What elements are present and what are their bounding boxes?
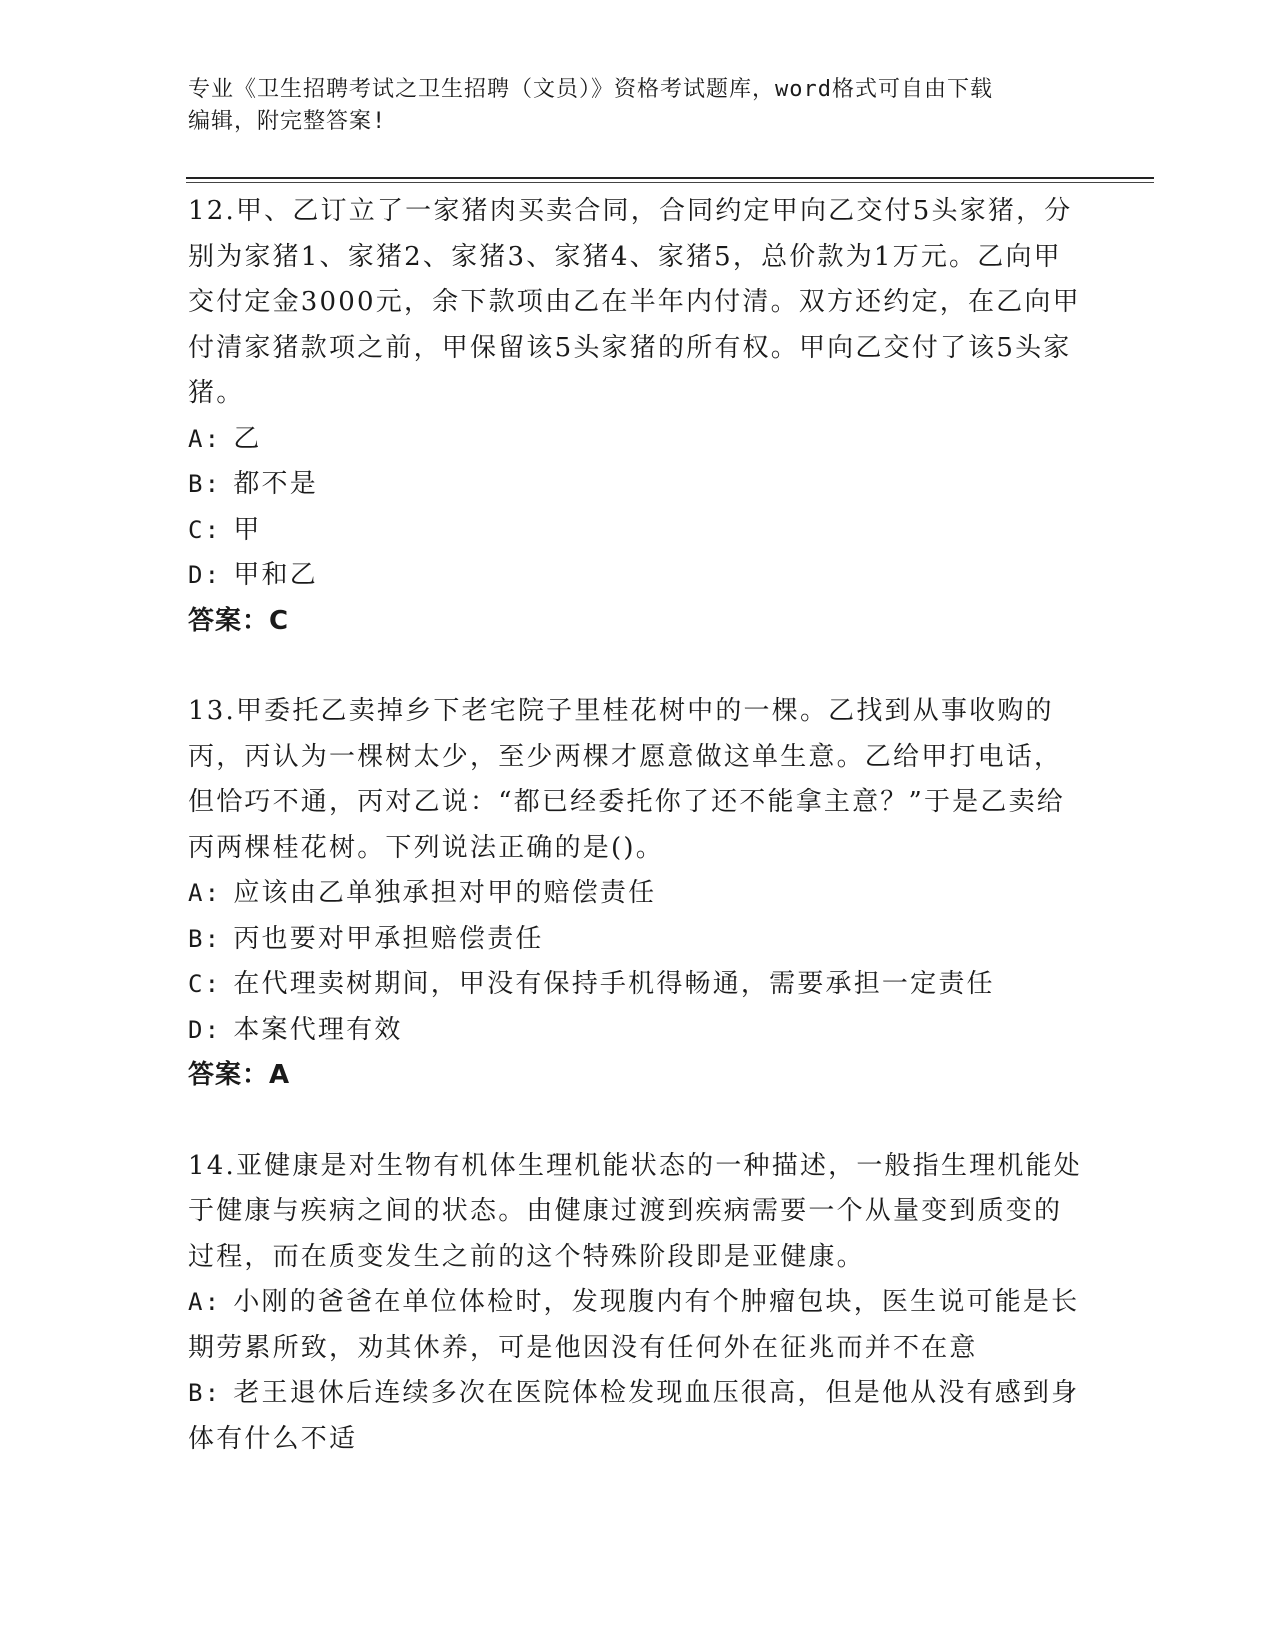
question-13 bbox=[188, 689, 1088, 1099]
question-stem: 14.亚健康是对生物有机体生理机能状态的一种描述，一般指生理机能处于健康与疾病之间的状态。由健康过渡到疾病需要一个从量变到质变的过程，而在质变发生之前的这个特殊阶段即是亚健康。 bbox=[188, 1150, 1082, 1272]
header-divider-thin bbox=[186, 182, 1154, 183]
option-b bbox=[188, 1371, 1088, 1462]
option-text: 丙也要对甲承担赔偿责任 bbox=[233, 923, 544, 954]
option-key: C: bbox=[188, 515, 222, 544]
option-a bbox=[188, 1280, 1088, 1371]
option-b bbox=[188, 917, 1088, 963]
option-key: C: bbox=[188, 970, 222, 998]
header-line-2: 编辑，附完整答案! bbox=[188, 109, 387, 134]
header-divider-thick bbox=[186, 177, 1154, 179]
option-key: A: bbox=[188, 1288, 222, 1316]
option-key: A: bbox=[188, 424, 222, 453]
option-d bbox=[188, 1008, 1088, 1054]
option-key: D: bbox=[188, 561, 222, 589]
option-b bbox=[188, 462, 1088, 508]
option-key: B: bbox=[188, 1379, 222, 1407]
header-line-1: 专业《卫生招聘考试之卫生招聘（文员）》资格考试题库，word格式可自由下载 bbox=[188, 77, 993, 102]
option-a bbox=[188, 871, 1088, 917]
option-key: A: bbox=[188, 879, 222, 907]
answer-label: 答案：A bbox=[188, 1060, 291, 1090]
answer-label: 答案：C bbox=[188, 605, 290, 636]
option-d bbox=[188, 553, 1088, 599]
question-list bbox=[188, 189, 1088, 1462]
question-12 bbox=[188, 189, 1088, 644]
question-spacer bbox=[188, 1099, 1088, 1144]
option-key: B: bbox=[188, 924, 222, 953]
option-text: 甲和乙 bbox=[233, 560, 318, 590]
question-stem: 13.甲委托乙卖掉乡下老宅院子里桂花树中的一棵。乙找到从事收购的丙，丙认为一棵树太少，至少两棵才愿意做这单生意。乙给甲打电话，但恰巧不通，丙对乙说：“都已经委托你了还不能拿主意？”于是乙卖给丙两棵桂花树。下列说法正确的是()。 bbox=[188, 696, 1065, 863]
option-text: 本案代理有效 bbox=[233, 1014, 403, 1045]
option-text: 乙 bbox=[233, 423, 262, 454]
option-c bbox=[188, 962, 1088, 1008]
option-key: B: bbox=[188, 470, 222, 498]
question-spacer bbox=[188, 644, 1088, 689]
option-text: 甲 bbox=[233, 514, 262, 545]
option-c bbox=[188, 508, 1088, 554]
document-header bbox=[188, 74, 1088, 138]
option-key: D: bbox=[188, 1015, 222, 1044]
question-stem: 12.甲、乙订立了一家猪肉买卖合同，合同约定甲向乙交付5头家猪，分别为家猪1、家猪2、家猪3、家猪4、家猪5，总价款为1万元。乙向甲交付定金3000元，余下款项由乙在半年内付清。双方还约定，在乙向甲付清家猪款项之前，甲保留该5头家猪的所有权。甲向乙交付了该5头家猪。 bbox=[188, 196, 1081, 408]
option-text: 应该由乙单独承担对甲的赔偿责任 bbox=[233, 878, 657, 908]
option-text: 老王退休后连续多次在医院体检发现血压很高，但是他从没有感到身体有什么不适 bbox=[188, 1378, 1080, 1454]
option-text: 小刚的爸爸在单位体检时，发现腹内有个肿瘤包块，医生说可能是长期劳累所致，劝其休养，可是他因没有任何外在征兆而并不在意 bbox=[188, 1287, 1080, 1363]
option-a bbox=[188, 417, 1088, 463]
option-text: 都不是 bbox=[233, 469, 318, 499]
option-text: 在代理卖树期间，甲没有保持手机得畅通，需要承担一定责任 bbox=[233, 969, 995, 999]
question-14 bbox=[188, 1144, 1088, 1463]
